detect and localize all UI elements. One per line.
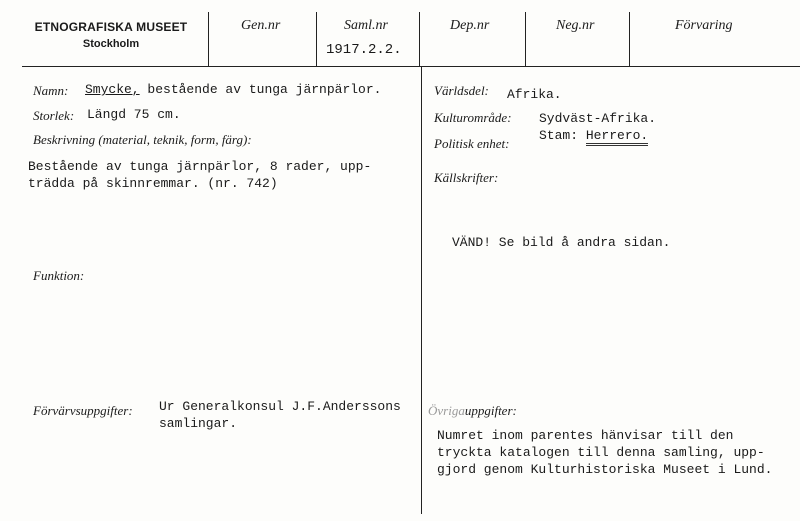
storlek-label: Storlek: (33, 108, 75, 123)
stam-label: Stam: (539, 128, 579, 143)
kulturomrade-value: Sydväst-Afrika. (539, 111, 657, 126)
header-divider (629, 12, 630, 66)
ovriga-line-2: tryckta katalogen till denna samling, upp- (437, 445, 765, 460)
saml-nr-label: Saml.nr (344, 18, 388, 33)
stam-line (539, 128, 648, 143)
header-divider (525, 12, 526, 66)
museum-name: ETNOGRAFISKA MUSEET (34, 20, 188, 34)
museum-city: Stockholm (82, 38, 140, 50)
vand-note: VÄND! Se bild å andra sidan. (452, 235, 671, 250)
namn-rest: bestående av tunga järnpärlor. (147, 82, 382, 97)
beskrivning-line-1: Bestående av tunga järnpärlor, 8 rader, upp- (28, 159, 372, 174)
ovriga-label-faded: Övriga (428, 403, 465, 418)
main-divider (421, 66, 422, 514)
forvaring-label: Förvaring (675, 18, 733, 33)
funktion-label: Funktion: (33, 268, 85, 283)
namn-label: Namn: (33, 83, 69, 98)
ovriga-line-1: Numret inom parentes hänvisar till den (437, 428, 734, 443)
header-divider (208, 12, 209, 66)
storlek-value: Längd 75 cm. (87, 107, 181, 122)
gen-nr-label: Gen.nr (241, 18, 281, 33)
header-divider (316, 12, 317, 66)
kulturomrade-label: Kulturområde: (434, 110, 512, 125)
saml-nr-value: 1917.2.2. (326, 42, 402, 58)
beskrivning-label: Beskrivning (material, teknik, form, färg): (33, 132, 252, 147)
namn-word: Smycke, (85, 82, 140, 97)
beskrivning-line-2: trädda på skinnremmar. (nr. 742) (28, 176, 278, 191)
header-rule (22, 66, 800, 67)
ovriga-label-rest: uppgifter: (464, 403, 517, 418)
ovriga-label (428, 403, 517, 419)
dep-nr-label: Dep.nr (450, 18, 490, 33)
kallskrifter-label: Källskrifter: (434, 170, 499, 185)
header-divider (419, 12, 420, 66)
forvarv-line-2: samlingar. (159, 416, 238, 431)
forvarv-line-1: Ur Generalkonsul J.F.Anderssons (159, 399, 401, 414)
stam-value: Herrero. (586, 128, 648, 146)
varldsdel-label: Världsdel: (434, 83, 489, 98)
varldsdel-value: Afrika. (507, 87, 562, 102)
neg-nr-label: Neg.nr (556, 18, 595, 33)
namn-value (85, 82, 381, 97)
forvarv-label: Förvärvsuppgifter: (33, 403, 133, 418)
politisk-label: Politisk enhet: (434, 136, 510, 151)
ovriga-line-3: gjord genom Kulturhistoriska Museet i Lund. (437, 462, 773, 477)
